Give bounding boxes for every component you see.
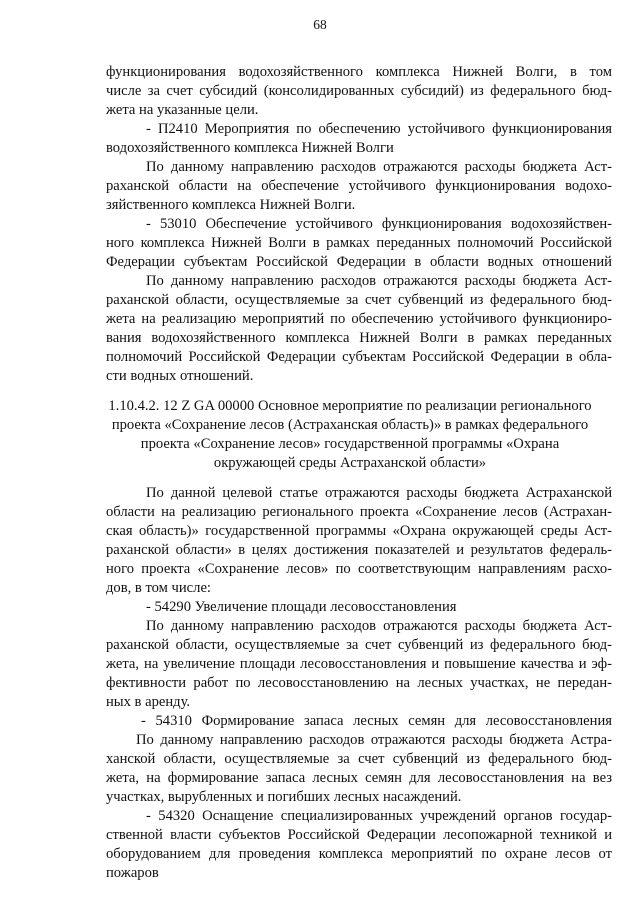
- text-line: ного комплекса Нижней Волги в рамках переданных полномочий Российской: [106, 235, 612, 251]
- text-line: сти водных отношений.: [106, 368, 254, 384]
- text-line: оборудованием для проведения комплекса мероприятий по охране лесов от: [106, 846, 612, 862]
- text-line: раханской области, осуществляемые за счет субвенций из федерального бюд-: [106, 292, 612, 308]
- text-line: По данному направлению расходов отражаются расходы бюджета Аст-: [146, 273, 612, 289]
- text-line: функционирования водохозяйственного комплекса Нижней Волги, в том: [106, 64, 612, 80]
- text-line: - 54320 Оснащение специализированных учреждений органов государ-: [146, 808, 612, 824]
- text-line: вания водохозяйственного комплекса Нижней Волги в рамках переданных: [106, 330, 612, 346]
- section-heading-line: 1.10.4.2. 12 Z GA 00000 Основное мероприятие по реализации регионального: [108, 398, 592, 414]
- text-line: жета, на увеличение площади лесовосстановления и повышение качества и эф-: [106, 656, 612, 672]
- text-line: раханской области на обеспечение устойчивого функционирования водохо-: [106, 178, 612, 194]
- text-line: участках, вырубленных и погибших лесных насаждений.: [106, 789, 462, 805]
- text-line: водохозяйственного комплекса Нижней Волги: [106, 140, 394, 156]
- text-line: раханской области, осуществляемые за счет субвенций из федерального бюд-: [106, 637, 612, 653]
- text-line: По данному направлению расходов отражаются расходы бюджета Аст-: [146, 159, 612, 175]
- text-line: ханской области, осуществляемые за счет субвенций из федерального бюд-: [106, 751, 612, 767]
- text-line: ного проекта «Сохранение лесов» по соответствующим направлениям расхо-: [106, 561, 612, 577]
- text-line: жета на реализацию мероприятий по обеспечению устойчивого функциониро-: [106, 311, 612, 327]
- text-line: - 54310 Формирование запаса лесных семян для лесовосстановления: [141, 713, 612, 729]
- text-line: дов, в том числе:: [106, 580, 211, 596]
- text-line: полномочий Российской Федерации субъектам Российской Федерации в обла-: [106, 349, 612, 365]
- page-number: 68: [313, 17, 327, 32]
- text-line: зяйственного комплекса Нижней Волги.: [106, 197, 356, 213]
- text-line: По данной целевой статье отражаются расходы бюджета Астраханской: [146, 485, 612, 501]
- text-line: ных в аренду.: [106, 694, 191, 710]
- text-line: раханской области» в целях достижения показателей и результатов федераль-: [106, 542, 612, 558]
- section-heading-line: окружающей среды Астраханской области»: [213, 455, 487, 471]
- text-line: ская область)» государственной программы «Охрана окружающей среды Аст-: [106, 523, 612, 539]
- text-line: жета на указанные цели.: [106, 102, 259, 118]
- text-line: фективности работ по лесовосстановлению на лесных участках, не передан-: [106, 675, 612, 691]
- text-line: Федерации субъектам Российской Федерации в области водных отношений: [106, 254, 612, 270]
- section-heading-line: проекта «Сохранение лесов (Астраханская область)» в рамках федерального: [111, 417, 589, 433]
- text-line: жета, на формирование запаса лесных семян для лесовосстановления на вез: [106, 770, 612, 786]
- text-line: - 53010 Обеспечение устойчивого функционирования водохозяйствен-: [146, 216, 612, 232]
- section-heading-line: проекта «Сохранение лесов» государственной программы «Охрана: [140, 436, 560, 452]
- text-line: ственной власти субъектов Российской Федерации лесопожарной техникой и: [106, 827, 612, 843]
- text-line: области на реализацию регионального проекта «Сохранение лесов (Астрахан-: [106, 504, 612, 520]
- text-line: числе за счет субсидий (консолидированных субсидий) из федерального бюд-: [106, 83, 612, 99]
- text-line: - П2410 Мероприятия по обеспечению устойчивого функционирования: [146, 121, 612, 137]
- text-line: По данному направлению расходов отражаются расходы бюджета Аст-: [146, 618, 612, 634]
- text-line: - 54290 Увеличение площади лесовосстановления: [146, 599, 457, 615]
- text-line: пожаров: [106, 865, 159, 881]
- text-line: По данному направлению расходов отражаются расходы бюджета Астра-: [136, 732, 612, 748]
